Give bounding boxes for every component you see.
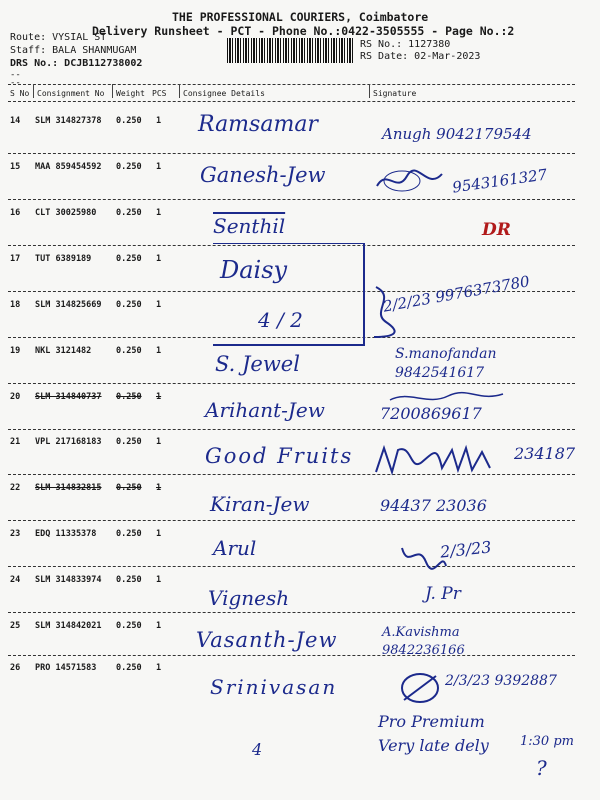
row-pcs: 1 xyxy=(156,300,162,310)
row-pcs: 1 xyxy=(156,529,162,539)
row-pcs: 1 xyxy=(156,483,162,493)
row-sno: 26 xyxy=(10,663,21,673)
row-sno: 17 xyxy=(10,254,21,264)
row-sno: 18 xyxy=(10,300,21,310)
col-divider xyxy=(33,84,34,98)
row-pcs: 1 xyxy=(156,254,162,264)
row-pcs: 1 xyxy=(156,621,162,631)
handwritten-consignee: Good Fruits xyxy=(205,444,354,468)
row-pcs: 1 xyxy=(156,663,162,673)
row-sno: 16 xyxy=(10,208,21,218)
signature: 9543161327 xyxy=(451,165,549,197)
row-sno: 23 xyxy=(10,529,21,539)
row-sno: 19 xyxy=(10,346,21,356)
signature: 94437 23036 xyxy=(380,496,487,515)
signature: 234187 xyxy=(514,444,576,463)
row-weight: 0.250 xyxy=(116,392,142,402)
handwritten-consignee: Srinivasan xyxy=(210,675,338,699)
rs-number: RS No.: 1127380 xyxy=(360,39,451,50)
col-consignment: Consignment No xyxy=(37,89,105,98)
row-weight: 0.250 xyxy=(116,254,142,264)
handwritten-consignee: S. Jewel xyxy=(215,352,300,376)
row-consignment: NKL 3121482 xyxy=(35,346,92,356)
company-name: THE PROFESSIONAL COURIERS, Coimbatore xyxy=(172,10,429,24)
row-weight: 0.250 xyxy=(116,663,142,673)
handwritten-consignee: Vignesh xyxy=(208,586,290,610)
row-pcs: 1 xyxy=(156,208,162,218)
corner-mark: -- xyxy=(10,70,21,80)
row-consignment: SLM 314825669 xyxy=(35,300,102,310)
col-signature: Signature xyxy=(373,89,417,98)
signature-scribble xyxy=(372,166,452,196)
signature: 2/2/23 9976373780 xyxy=(381,272,531,316)
row-weight: 0.250 xyxy=(116,300,142,310)
row-weight: 0.250 xyxy=(116,529,142,539)
signature: 2/3/23 xyxy=(439,537,493,562)
row-sno: 15 xyxy=(10,162,21,172)
header-rule-bottom xyxy=(8,101,575,102)
handwritten-consignee: Arul xyxy=(213,536,257,560)
col-divider xyxy=(112,84,113,98)
row-consignment: SLM 314840737 xyxy=(35,392,102,402)
row-sno: 25 xyxy=(10,621,21,631)
route-label: Route: VYSIAL ST xyxy=(10,32,107,43)
row-consignment: CLT 30025980 xyxy=(35,208,97,218)
staff-label: Staff: BALA SHANMUGAM xyxy=(10,45,137,56)
runsheet-title: Delivery Runsheet - PCT - Phone No.:0422-3505555 - Page No.:2 xyxy=(92,24,515,38)
row-consignment: SLM 314833974 xyxy=(35,575,102,585)
row-separator xyxy=(8,383,575,384)
row-pcs: 1 xyxy=(156,575,162,585)
row-consignment: MAA 859454592 xyxy=(35,162,102,172)
bottom-mark: 4 xyxy=(252,740,263,759)
col-weight: Weight xyxy=(116,89,145,98)
row-consignment: SLM 314827378 xyxy=(35,116,102,126)
row-pcs: 1 xyxy=(156,392,162,402)
signature-scribble xyxy=(398,668,443,708)
row-consignment: VPL 217168183 xyxy=(35,437,102,447)
row-separator xyxy=(8,429,575,430)
row-pcs: 1 xyxy=(156,346,162,356)
drs-number: DRS No.: DCJB112738002 xyxy=(10,58,143,69)
row-pcs: 1 xyxy=(156,116,162,126)
row-sno: 14 xyxy=(10,116,21,126)
handwritten-consignee: 4 / 2 xyxy=(258,308,303,332)
row-consignment: SLM 314832815 xyxy=(35,483,102,493)
row-separator xyxy=(8,566,575,567)
handwritten-note: Very late dely xyxy=(378,736,489,755)
row-weight: 0.250 xyxy=(116,162,142,172)
header-rule-top xyxy=(8,84,575,85)
signature: 7200869617 xyxy=(380,404,482,423)
col-pcs: PCS xyxy=(152,89,167,98)
signature-scribble xyxy=(372,442,512,480)
handwritten-note: Pro Premium xyxy=(378,712,485,731)
signature: 2/3/23 9392887 xyxy=(445,673,557,689)
row-weight: 0.250 xyxy=(116,208,142,218)
row-weight: 0.250 xyxy=(116,575,142,585)
col-divider xyxy=(179,84,180,98)
row-consignment: SLM 314842021 xyxy=(35,621,102,631)
row-sno: 20 xyxy=(10,392,21,402)
handwritten-time: 1:30 pm xyxy=(520,734,574,749)
signature: DR xyxy=(482,220,511,240)
row-separator xyxy=(8,199,575,200)
handwritten-question: ? xyxy=(536,756,547,780)
row-weight: 0.250 xyxy=(116,621,142,631)
row-weight: 0.250 xyxy=(116,483,142,493)
handwritten-consignee: Vasanth-Jew xyxy=(196,628,338,652)
row-consignment: TUT 6389189 xyxy=(35,254,92,264)
handwritten-consignee: Senthil xyxy=(213,214,286,238)
row-separator xyxy=(8,520,575,521)
signature: A.Kavishma 9842236166 xyxy=(382,625,465,658)
row-pcs: 1 xyxy=(156,437,162,447)
row-weight: 0.250 xyxy=(116,116,142,126)
handwritten-consignee: Ganesh-Jew xyxy=(200,163,326,187)
signature: Anugh 9042179544 xyxy=(382,125,532,143)
handwritten-consignee: Daisy xyxy=(220,256,288,284)
row-separator xyxy=(8,612,575,613)
handwritten-consignee: Kiran-Jew xyxy=(210,492,310,516)
row-pcs: 1 xyxy=(156,162,162,172)
signature: J. Pr xyxy=(425,584,461,604)
row-sno: 21 xyxy=(10,437,21,447)
rs-date: RS Date: 02-Mar-2023 xyxy=(360,51,481,62)
barcode xyxy=(227,38,355,63)
handwritten-consignee: Ramsamar xyxy=(198,112,318,137)
corner-mark-2: -- xyxy=(10,78,21,88)
signature: S.manofandan 9842541617 xyxy=(395,346,497,381)
col-sno: S No xyxy=(10,89,30,98)
col-consignee: Consignee Details xyxy=(183,89,265,98)
row-sno: 22 xyxy=(10,483,21,493)
row-sno: 24 xyxy=(10,575,21,585)
handwritten-consignee: Arihant-Jew xyxy=(205,398,325,422)
row-weight: 0.250 xyxy=(116,437,142,447)
row-consignment: PRO 14571583 xyxy=(35,663,97,673)
col-divider xyxy=(369,84,370,98)
row-weight: 0.250 xyxy=(116,346,142,356)
row-consignment: EDQ 11335378 xyxy=(35,529,97,539)
row-separator xyxy=(8,153,575,154)
